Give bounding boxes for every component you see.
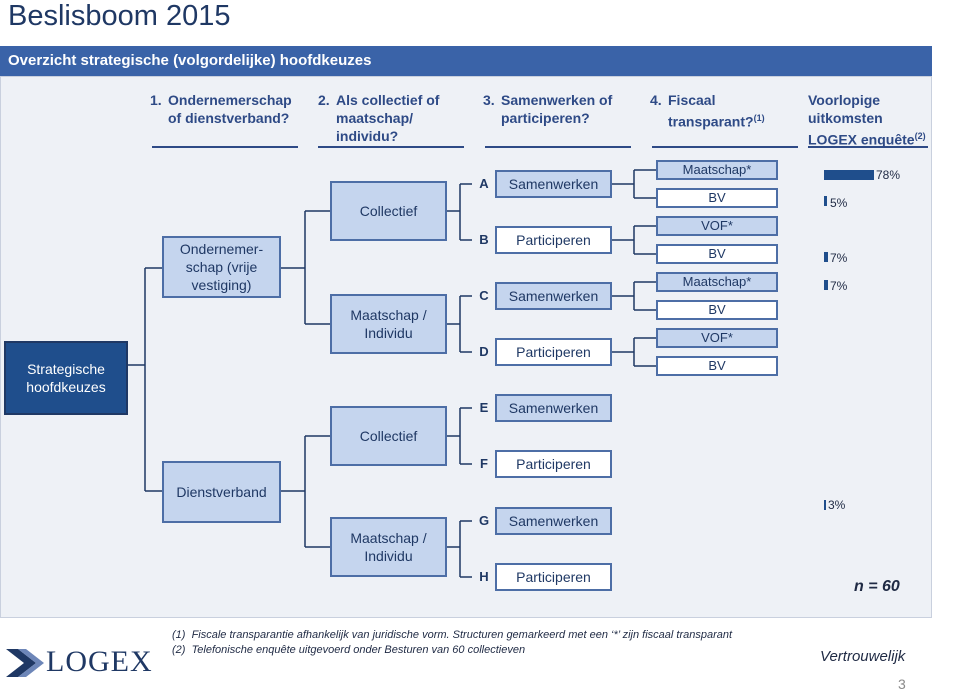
box-participeren-h: Participeren — [495, 563, 612, 591]
box-bv-1: BV — [656, 188, 778, 208]
box-participeren-b: Participeren — [495, 226, 612, 254]
page-number: 3 — [898, 676, 906, 692]
box-maatschap-star-2: Maatschap* — [656, 272, 778, 292]
box-participeren-d: Participeren — [495, 338, 612, 366]
option-letter-a: A — [479, 176, 489, 191]
column-header-3: 3. Samenwerken of participeren? — [483, 92, 613, 126]
column-header-5: Voorlopige uitkomsten LOGEX enquête$^{(2)}$ — [808, 92, 926, 148]
footnote-1: (1) Fiscale transparantie afhankelijk van juridische vorm. Structuren gemarkeerd met een ‘*’ zijn fiscaal transparant — [172, 629, 733, 641]
result-bar-7b — [824, 280, 828, 290]
result-bar-3 — [824, 500, 826, 510]
box-samenwerken-g: Samenwerken — [495, 507, 612, 535]
result-bar-5 — [824, 196, 827, 206]
confidential-label: Vertrouwelijk — [820, 648, 906, 665]
result-bar-78 — [824, 170, 874, 180]
column-header-1: 1. Ondernemerschap of dienstverband? — [150, 92, 292, 126]
slide-title: Beslisboom 2015 — [8, 0, 231, 32]
result-label-78: 78% — [876, 168, 901, 182]
result-label-5: 5% — [830, 196, 848, 210]
logex-logo-mark-icon — [4, 645, 44, 681]
box-bv-3: BV — [656, 300, 778, 320]
result-label-7a: 7% — [830, 251, 848, 265]
box-bv-4: BV — [656, 356, 778, 376]
box-dienstverband: Dienstverband — [162, 461, 281, 523]
box-participeren-f: Participeren — [495, 450, 612, 478]
result-label-3: 3% — [828, 498, 846, 512]
box-vof-star-2: VOF* — [656, 328, 778, 348]
option-letter-f: F — [480, 456, 488, 471]
section-banner: Overzicht strategische (volgordelijke) hoofdkeuzes — [0, 46, 932, 76]
box-ondernemerschap: Ondernemer- schap (vrije vestiging) — [162, 236, 281, 298]
logex-logo-text: LOGEX — [46, 645, 153, 678]
box-maatschap-star-1: Maatschap* — [656, 160, 778, 180]
result-bar-7a — [824, 252, 828, 262]
column-header-4: 4. Fiscaal transparant?$^{(1)}$ — [650, 92, 765, 130]
option-letter-g: G — [478, 513, 490, 528]
column-header-2: 2. Als collectief of maatschap/ individu? — [318, 92, 440, 144]
box-maatschap-individu-2: Maatschap / Individu — [330, 517, 447, 577]
box-bv-2: BV — [656, 244, 778, 264]
box-maatschap-individu-1: Maatschap / Individu — [330, 294, 447, 354]
root-box-strategische-hoofdkeuzes: Strategische hoofdkeuzes — [4, 341, 128, 415]
logex-logo — [4, 645, 168, 681]
box-samenwerken-a: Samenwerken — [495, 170, 612, 198]
option-letter-c: C — [479, 288, 489, 303]
result-label-7b: 7% — [830, 279, 848, 293]
box-collectief-1: Collectief — [330, 181, 447, 241]
box-collectief-2: Collectief — [330, 406, 447, 466]
option-letter-b: B — [479, 232, 489, 247]
box-samenwerken-c: Samenwerken — [495, 282, 612, 310]
box-vof-star-1: VOF* — [656, 216, 778, 236]
footnote-2: (2) Telefonische enquête uitgevoerd onder Besturen van 60 collectieven — [172, 644, 526, 656]
box-samenwerken-e: Samenwerken — [495, 394, 612, 422]
option-letter-e: E — [479, 400, 489, 415]
sample-size-label: n = 60 — [854, 578, 900, 595]
option-letter-d: D — [479, 344, 489, 359]
option-letter-h: H — [479, 569, 489, 584]
